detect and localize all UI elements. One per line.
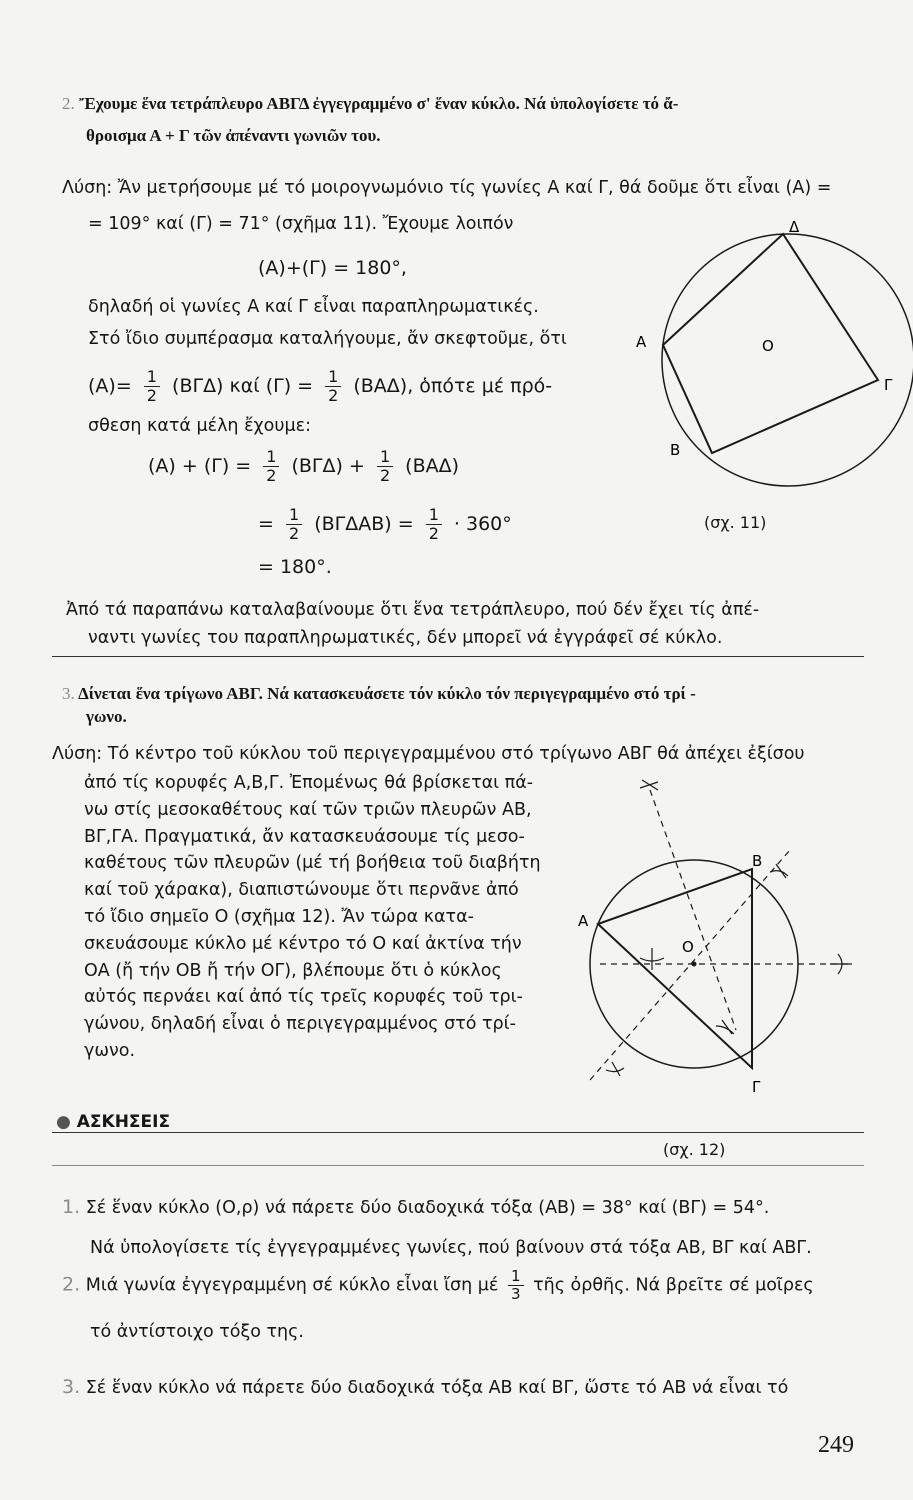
fraction: $\frac{1}{3}$: [508, 1268, 524, 1303]
solution-label: Λύση:: [62, 178, 113, 198]
problem3-solution-line1: Λύση: Τό κέντρο τοῦ κύκλου τοῦ περιγεγραμμένου στό τρίγωνο ΑΒΓ θά ἀπέχει ἐξίσου: [52, 744, 805, 764]
figure11-label-a: Α: [636, 333, 647, 351]
problem3-number: 3.: [62, 684, 75, 703]
figure12-center: [692, 962, 697, 967]
equation-addition: (Α) + (Γ) = $\frac{1}{2}$ (ΒΓΔ) + $\frac{1}{2}$ (ΒΑΔ): [148, 447, 460, 485]
equation-full-circle: = $\frac{1}{2}$ (ΒΓΔΑΒ) = $\frac{1}{2}$ · 360°: [258, 505, 512, 543]
arc-mark: [770, 864, 788, 878]
problem3-solution-body: ἀπό τίς κορυφές Α,Β,Γ. Ἐπομένως θά βρίσκεται πά- νω στίς μεσοκαθέτους καί τῶν τριῶν πλευρῶν ΑΒ, ΒΓ,ΓΑ. Πραγματικά, ἄν κατασκευάσουμε τίς μεσο- καθέτους τῶν πλευρῶν (μέ τή βοήθεια τοῦ διαβήτη καί τοῦ χάρακα), διαπιστώνουμε ὅτι περνᾶνε ἀπό τό ἴδιο σημεῖο Ο (σχῆμα 12). Ἄν τώρα κατα- σκευάσουμε κύκλο μέ κέντρο τό Ο καί ἀκτίνα τήν ΟΑ (ἤ τήν ΟΒ ἤ τήν ΟΓ), βλέπουμε ὅτι ὁ κύκλος αὐτός περνάει καί ἀπό τίς τρεῖς κορυφές τοῦ τρι- γώνου, δηλαδή εἶναι ὁ περιγεγραμμένος στό τρί- γωνο.: [84, 773, 541, 1061]
figure12-caption: (σχ. 12): [663, 1140, 726, 1159]
solution-label: Λύση:: [52, 744, 103, 764]
bullet-icon: ●: [56, 1112, 71, 1132]
exercise-3-number: 3.: [62, 1376, 81, 1398]
figure11-label-g: Γ: [884, 376, 893, 394]
exercise-2-line1: 2. Μιά γωνία ἐγγεγραμμένη σέ κύκλο εἶναι ἴση μέ $\frac{1}{3}$ τῆς ὀρθῆς. Νά βρεῖτε σέ μοῖρες: [62, 1267, 814, 1303]
problem2-solution-line1: Λύση: Ἄν μετρήσουμε μέ τό μοιρογνωμόνιο τίς γωνίες Α καί Γ, θά δοῦμε ὅτι εἶναι (Α) =: [62, 178, 832, 198]
problem2-solution-line3: δηλαδή οἱ γωνίες Α καί Γ εἶναι παραπληρωματικές.: [88, 297, 539, 317]
figure12-label-g: Γ: [752, 1078, 761, 1096]
problem2-statement-line2: θροισμα Α + Γ τῶν ἀπέναντι γωνιῶν του.: [86, 126, 381, 145]
figure11-label-d: Δ: [789, 218, 800, 236]
problem3-statement-line2: γωνο.: [86, 707, 127, 726]
figure12-label-b: Β: [752, 852, 763, 870]
exercise-1-number: 1.: [62, 1196, 81, 1218]
figure12-label-o: Ο: [682, 938, 694, 956]
bisector-ab: [650, 790, 736, 1030]
exercise-2-number: 2.: [62, 1273, 81, 1296]
conclusion-line2: ναντι γωνίες του παραπληρωματικές, δέν μπορεῖ νά ἐγγράφεῖ σέ κύκλο.: [88, 628, 723, 648]
problem3-statement-line1: 3. Δίνεται ἕνα τρίγωνο ΑΒΓ. Νά κατασκευάσετε τόν κύκλο τόν περιγεγραμμένο στό τρί -: [62, 684, 696, 703]
equation-result: = 180°.: [258, 556, 332, 578]
fraction: $\frac{1}{2}$: [286, 506, 302, 543]
figure11-label-o: Ο: [762, 337, 774, 355]
exercise-1-line2: Νά ὑπολογίσετε τίς ἐγγεγραμμένες γωνίες, πού βαίνουν στά τόξα ΑΒ, ΒΓ καί ΑΒΓ.: [90, 1238, 812, 1258]
problem2-statement-line1: 2. Ἔχουμε ἕνα τετράπλευρο ΑΒΓΔ ἐγγεγραμμένο σ' ἕναν κύκλο. Νά ὑπολογίσετε τό ἄ-: [62, 94, 679, 113]
exercise-2-line2: τό ἀντίστοιχο τόξο της.: [90, 1322, 304, 1342]
problem2-solution-line5: σθεση κατά μέλη ἔχουμε:: [88, 416, 311, 436]
problem2-number: 2.: [62, 94, 75, 113]
fraction: $\frac{1}{2}$: [144, 368, 160, 405]
figure12-label-a: Α: [578, 912, 589, 930]
arc-mark: [716, 1020, 734, 1034]
fraction: $\frac{1}{2}$: [325, 368, 341, 405]
exercises-top-rule: [52, 1132, 864, 1133]
arc-mark: [606, 1062, 624, 1076]
problem2-solution-line4: Στό ἴδιο συμπέρασμα καταλήγουμε, ἄν σκεφτοῦμε, ὅτι: [88, 329, 567, 349]
exercise-1-line1: 1. Σέ ἕναν κύκλο (Ο,ρ) νά πάρετε δύο διαδοχικά τόξα (ΑΒ) = 38° καί (ΒΓ) = 54°.: [62, 1196, 770, 1218]
figure11-label-b: Β: [670, 441, 681, 459]
exercises-divider: [52, 1165, 864, 1166]
arc-mark: [640, 780, 658, 790]
conclusion-line1: Ἀπό τά παραπάνω καταλαβαίνουμε ὅτι ἕνα τετράπλευρο, πού δέν ἔχει τίς ἀπέ-: [66, 600, 760, 620]
problem2-solution-line2: = 109° καί (Γ) = 71° (σχῆμα 11). Ἔχουμε λοιπόν: [88, 214, 514, 234]
fraction: $\frac{1}{2}$: [377, 448, 393, 485]
equation-half-arcs: (Α)= $\frac{1}{2}$ (ΒΓΔ) καί (Γ) = $\frac{1}{2}$ (ΒΑΔ), ὁπότε μέ πρό-: [88, 367, 553, 405]
page-number: 249: [818, 1432, 854, 1458]
exercise-3-line1: 3. Σέ ἕναν κύκλο νά πάρετε δύο διαδοχικά τόξα ΑΒ καί ΒΓ, ὥστε τό ΑΒ νά εἶναι τό: [62, 1376, 789, 1398]
exercises-heading: ● ΑΣΚΗΣΕΙΣ: [56, 1112, 171, 1132]
equation-sum: (Α)+(Γ) = 180°,: [258, 257, 407, 279]
fraction: $\frac{1}{2}$: [426, 506, 442, 543]
arc-mark: [830, 954, 852, 974]
figure11-caption: (σχ. 11): [704, 513, 767, 532]
fraction: $\frac{1}{2}$: [263, 448, 279, 485]
